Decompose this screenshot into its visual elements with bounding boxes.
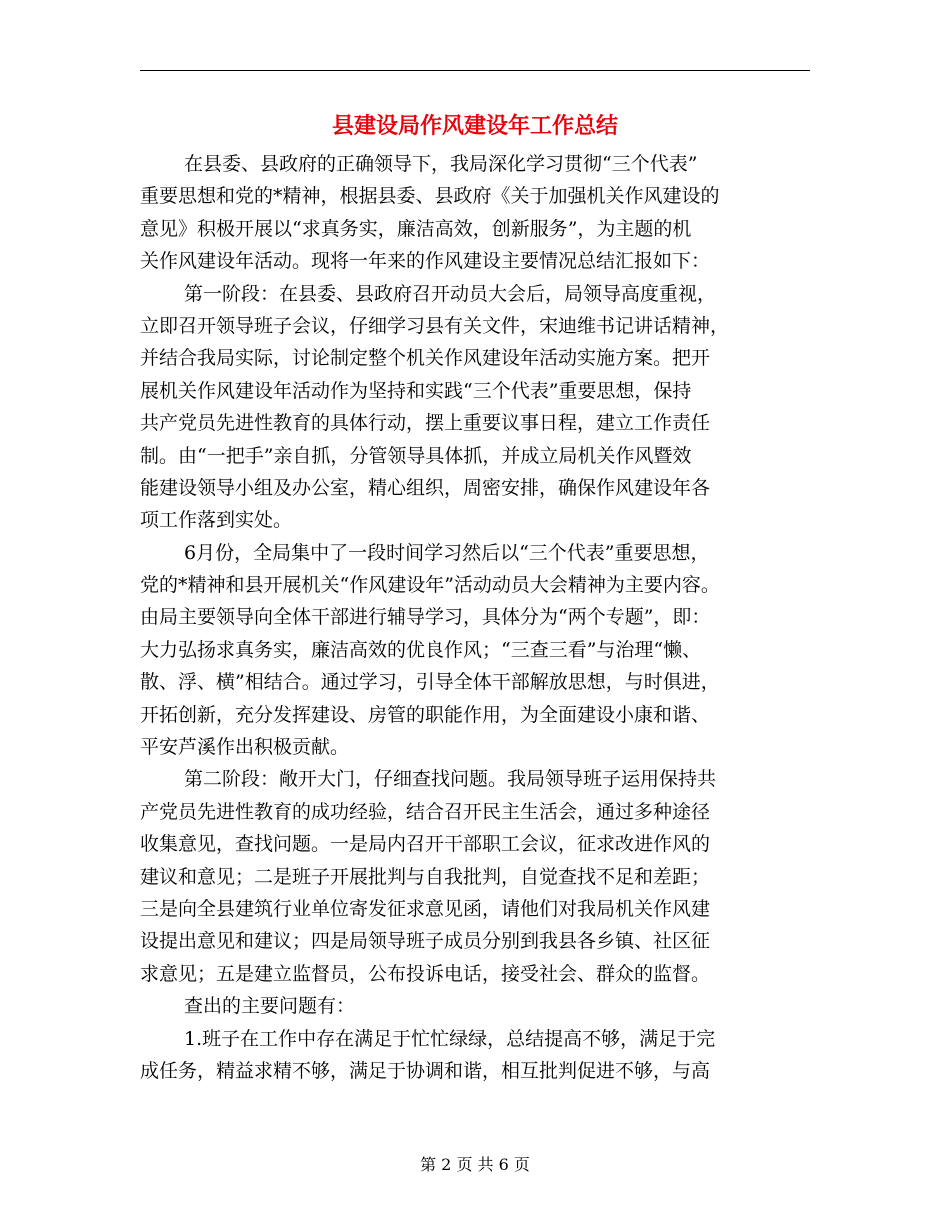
body-line: 散、浮、横”相结合。通过学习，引导全体干部解放思想，与时俱进， xyxy=(140,671,720,694)
body-line: 第二阶段：敞开大门，仔细查找问题。我局领导班子运用保持共 xyxy=(184,768,717,791)
body-line: 党的*精神和县开展机关“作风建设年”活动动员大会精神为主要内容。 xyxy=(140,574,720,597)
body-line: 重要思想和党的*精神，根据县委、县政府《关于加强机关作风建设的 xyxy=(140,185,720,208)
body-line: 制。由“一把手”亲自抓，分管领导具体抓，并成立局机关作风暨效 xyxy=(140,444,692,467)
body-line: 展机关作风建设年活动作为坚持和实践“三个代表”重要思想，保持 xyxy=(140,379,692,402)
body-line: 第一阶段：在县委、县政府召开动员大会后，局领导高度重视， xyxy=(184,282,717,305)
body-line: 在县委、县政府的正确领导下，我局深化学习贯彻“三个代表” xyxy=(184,153,698,175)
body-line: 查出的主要问题有： xyxy=(184,995,356,1018)
body-line: 意见》积极开展以“求真务实，廉洁高效，创新服务”，为主题的机 xyxy=(140,217,692,240)
header-rule xyxy=(140,70,810,71)
body-line: 求意见；五是建立监督员，公布投诉电话，接受社会、群众的监督。 xyxy=(140,962,711,985)
body-line: 产党员先进性教育的成功经验，结合召开民主生活会，通过多种途径 xyxy=(140,800,711,823)
page-number-footer: 第 2 页 共 6 页 xyxy=(420,1155,530,1174)
body-line: 平安芦溪作出积极贡献。 xyxy=(140,736,350,759)
body-line: 成任务，精益求精不够，满足于协调和谐，相互批判促进不够，与高 xyxy=(140,1059,711,1082)
body-line: 立即召开领导班子会议，仔细学习县有关文件，宋迪维书记讲话精神， xyxy=(140,314,730,337)
body-line: 建议和意见；二是班子开展批判与自我批判，自觉查找不足和差距； xyxy=(140,865,711,888)
body-line: 能建设领导小组及办公室，精心组织，周密安排，确保作风建设年各 xyxy=(140,476,711,499)
body-line: 1.班子在工作中存在满足于忙忙绿绿，总结提高不够，满足于完 xyxy=(184,1027,716,1050)
body-line: 项工作落到实处。 xyxy=(140,509,293,532)
body-line: 6月份，全局集中了一段时间学习然后以“三个代表”重要思想， xyxy=(184,541,710,564)
body-line: 关作风建设年活动。现将一年来的作风建设主要情况总结汇报如下： xyxy=(140,250,711,273)
body-line: 收集意见，查找问题。一是局内召开干部职工会议，征求改进作风的 xyxy=(140,833,711,856)
body-line: 共产党员先进性教育的具体行动，摆上重要议事日程，建立工作责任 xyxy=(140,412,711,435)
body-line: 并结合我局实际，讨论制定整个机关作风建设年活动实施方案。把开 xyxy=(140,347,711,370)
body-line: 开拓创新，充分发挥建设、房管的职能作用，为全面建设小康和谐、 xyxy=(140,703,711,726)
body-line: 由局主要领导向全体干部进行辅导学习，具体分为“两个专题”，即： xyxy=(140,606,711,629)
document-title: 县建设局作风建设年工作总结 xyxy=(331,113,618,139)
document-body xyxy=(140,148,812,1087)
body-line: 大力弘扬求真务实，廉洁高效的优良作风；“三查三看”与治理“懒、 xyxy=(140,638,702,661)
body-line: 设提出意见和建议；四是局领导班子成员分别到我县各乡镇、社区征 xyxy=(140,930,711,953)
body-line: 三是向全县建筑行业单位寄发征求意见函，请他们对我局机关作风建 xyxy=(140,897,711,920)
